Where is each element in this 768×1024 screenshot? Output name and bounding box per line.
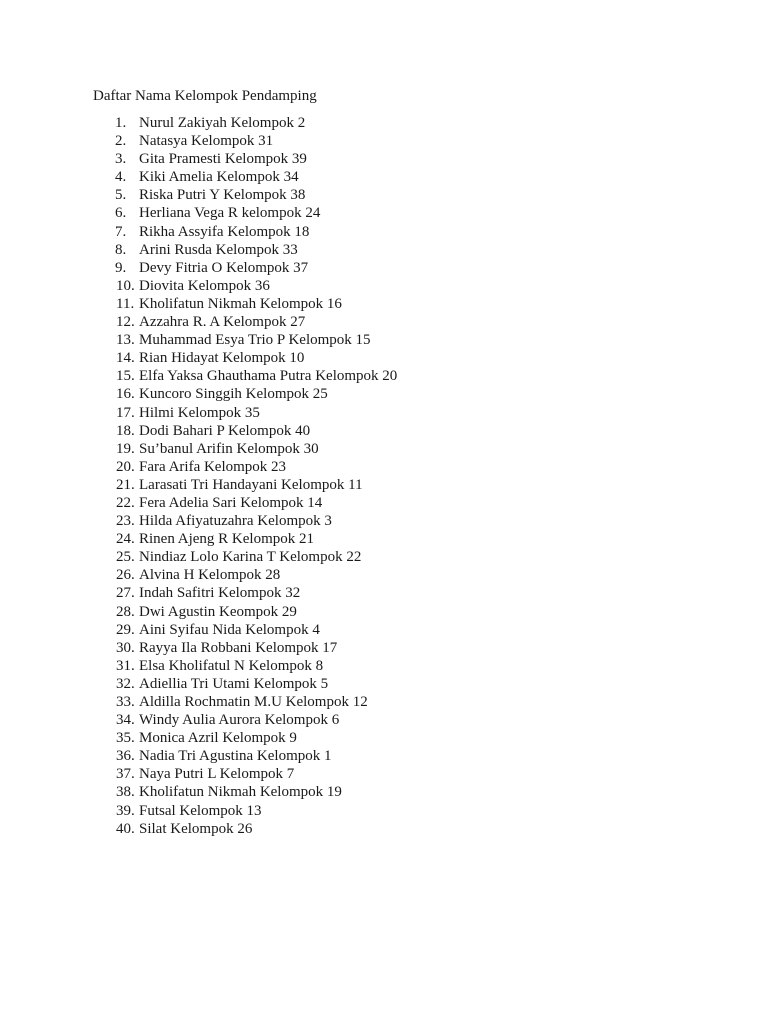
list-item bbox=[100, 204, 397, 222]
list-item-text: Alvina H Kelompok 28 bbox=[139, 567, 281, 584]
list-item bbox=[100, 223, 397, 241]
list-item-text: Azzahra R. A Kelompok 27 bbox=[139, 314, 306, 331]
list-item-text: Kiki Amelia Kelompok 34 bbox=[139, 169, 299, 186]
name-list bbox=[100, 114, 397, 838]
list-item-number: 24. bbox=[116, 531, 135, 548]
list-item-number: 32. bbox=[116, 675, 135, 692]
list-item-text: Natasya Kelompok 31 bbox=[139, 133, 274, 150]
list-item-text: Rinen Ajeng R Kelompok 21 bbox=[139, 531, 314, 548]
list-item-text: Rikha Assyifa Kelompok 18 bbox=[139, 223, 310, 240]
list-item-text: Silat Kelompok 26 bbox=[139, 820, 253, 837]
list-item-text: Gita Pramesti Kelompok 39 bbox=[139, 151, 307, 168]
list-item-text: Kholifatun Nikmah Kelompok 16 bbox=[139, 295, 342, 312]
list-item bbox=[100, 783, 397, 801]
list-item-number: 33. bbox=[116, 694, 135, 710]
list-item-text: Hilda Afiyatuzahra Kelompok 3 bbox=[139, 513, 332, 530]
list-item-text: Hilmi Kelompok 35 bbox=[139, 404, 260, 421]
list-item bbox=[100, 693, 397, 711]
list-item-text: Rian Hidayat Kelompok 10 bbox=[139, 350, 305, 367]
list-item-text: Larasati Tri Handayani Kelompok 11 bbox=[139, 476, 363, 493]
list-item-number: 22. bbox=[116, 494, 135, 511]
list-item bbox=[100, 584, 397, 602]
list-item bbox=[100, 349, 397, 367]
document-title: Daftar Nama Kelompok Pendamping bbox=[93, 88, 317, 104]
list-item-number: 26. bbox=[116, 567, 135, 584]
list-item-number: 11. bbox=[116, 295, 135, 312]
list-item bbox=[100, 458, 397, 476]
list-item-text: Herliana Vega R kelompok 24 bbox=[139, 205, 321, 222]
list-item-text: Nadia Tri Agustina Kelompok 1 bbox=[139, 748, 332, 765]
list-item-text: Fera Adelia Sari Kelompok 14 bbox=[139, 494, 323, 511]
list-item-text: Diovita Kelompok 36 bbox=[139, 277, 270, 294]
list-item bbox=[100, 404, 397, 422]
list-item bbox=[100, 259, 397, 277]
list-item-number: 36. bbox=[116, 748, 135, 765]
list-item bbox=[100, 530, 397, 548]
list-item-text: Naya Putri L Kelompok 7 bbox=[139, 766, 295, 783]
list-item bbox=[100, 331, 397, 349]
list-item bbox=[100, 548, 397, 566]
list-item bbox=[100, 765, 397, 783]
list-item bbox=[100, 295, 397, 313]
list-item-number: 5. bbox=[115, 187, 127, 204]
list-item bbox=[100, 186, 397, 204]
list-item-text: Arini Rusda Kelompok 33 bbox=[139, 241, 298, 258]
list-item-number: 28. bbox=[116, 603, 135, 620]
list-item-number: 30. bbox=[116, 639, 135, 656]
list-item bbox=[100, 621, 397, 639]
list-item bbox=[100, 802, 397, 820]
list-item bbox=[100, 385, 397, 403]
list-item-number: 27. bbox=[116, 585, 135, 602]
list-item bbox=[100, 114, 397, 132]
list-item-text: Riska Putri Y Kelompok 38 bbox=[139, 187, 306, 204]
list-item bbox=[100, 422, 397, 440]
list-item-text: Indah Safitri Kelompok 32 bbox=[139, 585, 301, 602]
list-item bbox=[100, 150, 397, 168]
list-item bbox=[100, 639, 397, 657]
list-item-text: Kuncoro Singgih Kelompok 25 bbox=[139, 386, 328, 403]
list-item-number: 10. bbox=[116, 277, 135, 294]
list-item-number: 19. bbox=[116, 440, 135, 457]
list-item-number: 9. bbox=[115, 259, 127, 276]
list-item-text: Su’banul Arifin Kelompok 30 bbox=[139, 440, 319, 457]
list-item bbox=[100, 241, 397, 259]
list-item-text: Aini Syifau Nida Kelompok 4 bbox=[139, 621, 320, 638]
list-item-number: 25. bbox=[116, 549, 135, 566]
list-item-number: 37. bbox=[116, 766, 135, 783]
list-item-number: 2. bbox=[115, 133, 127, 150]
list-item-number: 38. bbox=[116, 784, 135, 801]
list-item-text: Devy Fitria O Kelompok 37 bbox=[139, 259, 309, 276]
list-item-number: 35. bbox=[116, 730, 135, 747]
list-item-number: 34. bbox=[116, 712, 135, 729]
list-item-text: Muhammad Esya Trio P Kelompok 15 bbox=[139, 332, 371, 349]
list-item bbox=[100, 657, 397, 675]
list-item-number: 20. bbox=[116, 458, 135, 475]
list-item bbox=[100, 747, 397, 765]
list-item-number: 7. bbox=[115, 223, 127, 240]
list-item-text: Kholifatun Nikmah Kelompok 19 bbox=[139, 784, 342, 801]
list-item-text: Futsal Kelompok 13 bbox=[139, 802, 262, 819]
list-item bbox=[100, 440, 397, 458]
list-item-text: Nindiaz Lolo Karina T Kelompok 22 bbox=[139, 549, 362, 566]
list-item-number: 4. bbox=[115, 169, 127, 186]
list-item bbox=[100, 512, 397, 530]
list-item-number: 12. bbox=[116, 314, 135, 331]
list-item-number: 15. bbox=[116, 368, 135, 385]
list-item-number: 29. bbox=[116, 621, 135, 638]
list-item bbox=[100, 313, 397, 331]
list-item-number: 8. bbox=[115, 241, 127, 258]
list-item-number: 3. bbox=[115, 151, 127, 168]
list-item-text: Dwi Agustin Keompok 29 bbox=[139, 603, 297, 620]
list-item-number: 1. bbox=[115, 115, 127, 131]
list-item bbox=[100, 566, 397, 584]
list-item-number: 17. bbox=[116, 404, 135, 421]
list-item-text: Adiellia Tri Utami Kelompok 5 bbox=[139, 675, 329, 692]
list-item bbox=[100, 729, 397, 747]
list-item-number: 14. bbox=[116, 350, 135, 367]
list-item-number: 40. bbox=[116, 820, 135, 837]
list-item bbox=[100, 675, 397, 693]
list-item bbox=[100, 277, 397, 295]
list-item-text: Dodi Bahari P Kelompok 40 bbox=[139, 422, 311, 439]
list-item bbox=[100, 132, 397, 150]
list-item-number: 31. bbox=[116, 657, 135, 674]
list-item-number: 23. bbox=[116, 513, 135, 530]
list-item bbox=[100, 711, 397, 729]
list-item bbox=[100, 603, 397, 621]
list-item-number: 18. bbox=[116, 422, 135, 439]
list-item-text: Monica Azril Kelompok 9 bbox=[139, 730, 297, 747]
list-item-text: Elsa Kholifatul N Kelompok 8 bbox=[139, 657, 324, 674]
list-item-text: Rayya Ila Robbani Kelompok 17 bbox=[139, 639, 338, 656]
list-item bbox=[100, 494, 397, 512]
list-item bbox=[100, 367, 397, 385]
list-item-text: Windy Aulia Aurora Kelompok 6 bbox=[139, 712, 340, 729]
list-item-text: Elfa Yaksa Ghauthama Putra Kelompok 20 bbox=[139, 368, 398, 385]
list-item-number: 39. bbox=[116, 802, 135, 819]
list-item-text: Nurul Zakiyah Kelompok 2 bbox=[139, 115, 306, 131]
list-item-number: 16. bbox=[116, 386, 135, 403]
list-item-number: 13. bbox=[116, 332, 135, 349]
list-item bbox=[100, 476, 397, 494]
list-item bbox=[100, 820, 397, 838]
list-item-text: Fara Arifa Kelompok 23 bbox=[139, 458, 287, 475]
list-item-text: Aldilla Rochmatin M.U Kelompok 12 bbox=[139, 694, 368, 710]
list-item bbox=[100, 168, 397, 186]
list-item-number: 21. bbox=[116, 476, 135, 493]
list-item-number: 6. bbox=[115, 205, 127, 222]
